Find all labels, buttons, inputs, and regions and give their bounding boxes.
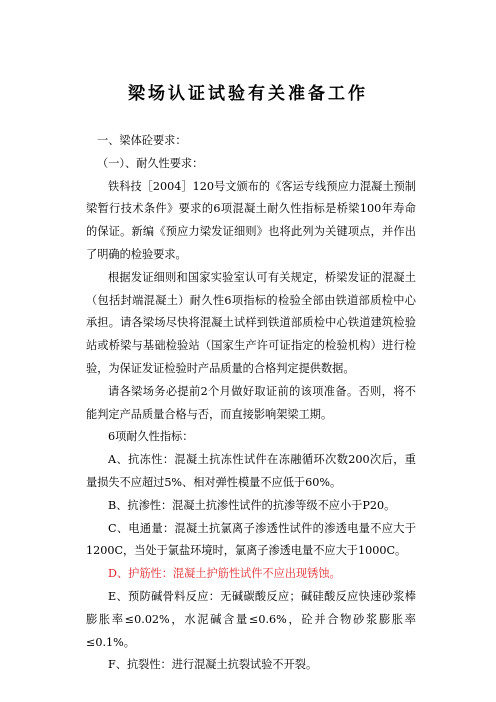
body-paragraph: 铁科技［2004］120号文颁布的《客运专线预应力混凝土预制梁暂行技术条件》要求的6项混凝土耐久性指标是桥梁100年寿命的保证。新编《预应力梁发证细则》也将此列为关键项点，并作出了明确的检验要求。 <box>86 179 416 261</box>
subsection-heading: （一）、耐久性要求： <box>97 156 204 170</box>
document-title: 梁场认证试验有关准备工作 <box>128 84 368 104</box>
list-intro: 6项耐久性指标： <box>108 430 194 444</box>
list-item: C、电通量：混凝土抗氯离子渗透性试件的渗透电量不应大于1200C，当处于氯盐环境时，氯离子渗透电量不应大于1000C。 <box>86 521 416 558</box>
body-paragraph: 请各梁场务必提前2个月做好取证前的该项准备。否则，将不能判定产品质量合格与否，而直接影响架梁工期。 <box>86 384 416 421</box>
list-item: B、抗渗性：混凝土抗渗性试件的抗渗等级不应小于P20。 <box>108 498 396 512</box>
list-item: E、预防碱骨料反应：无碱碳酸反应；碱硅酸反应快速砂浆棒膨胀率≤0.02%，水泥碱含量≤0.6%，砼并合物砂浆膨胀率≤0.1%。 <box>86 589 416 649</box>
list-item-highlighted: D、护筋性：混凝土护筋性试件不应出现锈蚀。 <box>108 567 341 581</box>
document-body <box>86 130 416 677</box>
list-item: A、抗冻性：混凝土抗冻性试件在冻融循环次数200次后，重量损失不应超过5%、相对弹性模量不应低于60%。 <box>86 453 416 489</box>
body-paragraph: 根据发证细则和国家实验室认可有关规定，桥梁发证的混凝土（包括封端混凝土）耐久性6项指标的检验全部由铁道部质检中心承担。请各梁场尽快将混凝土试样到铁道部质检中心铁道建筑检验站或桥梁与基础检验站（国家生产许可证指定的检验机构）进行检验，为保证发证检验时产品质量的合格判定提供数据。 <box>86 270 416 375</box>
list-item: F、抗裂性：进行混凝土抗裂试验不开裂。 <box>108 658 318 672</box>
section-heading: 一、梁体砼要求： <box>97 134 187 147</box>
